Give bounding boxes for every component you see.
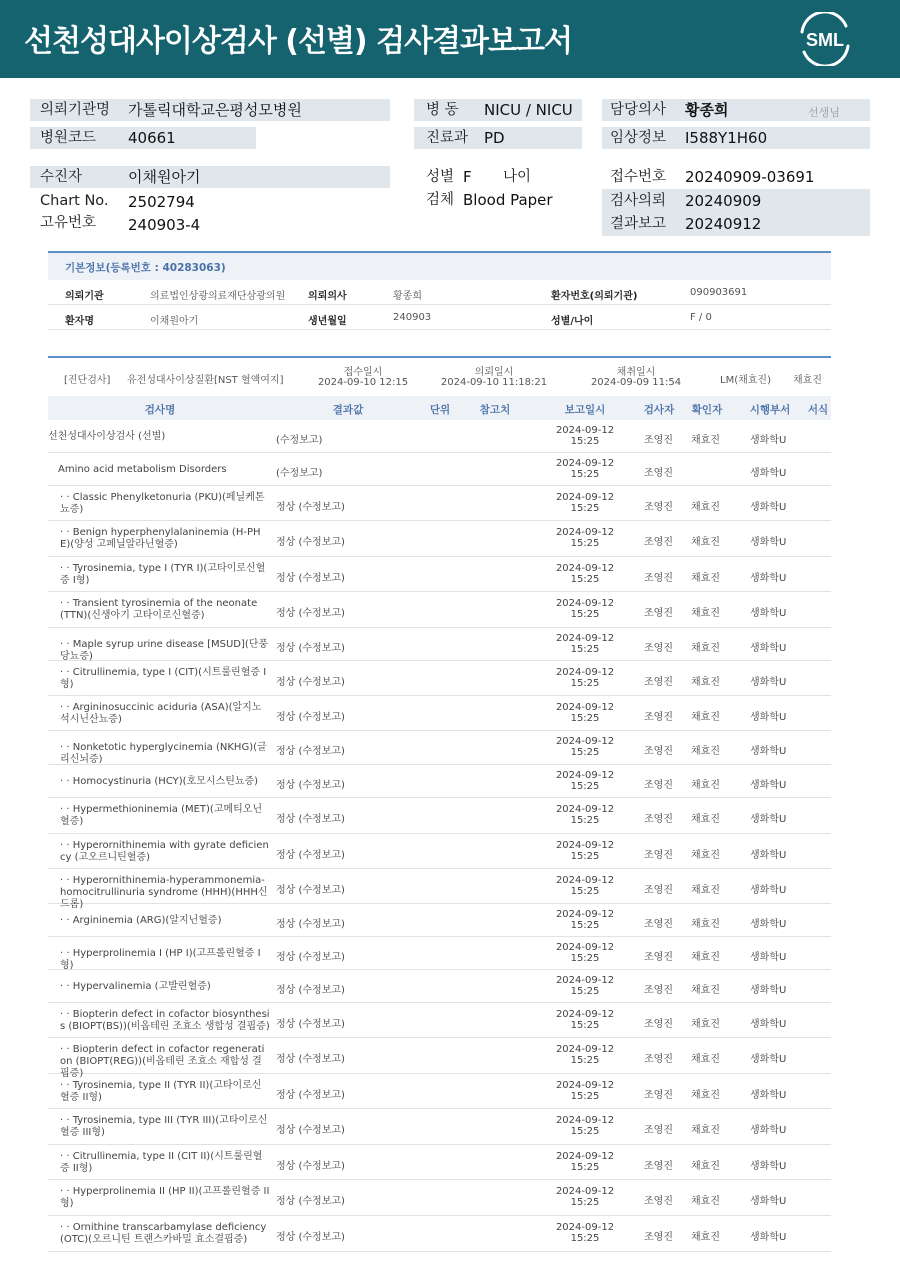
confirmer-name: 채효진 (691, 643, 720, 654)
examiner-name: 조영진 (644, 1125, 673, 1136)
report-time: 15:25 (570, 1126, 600, 1137)
table-row (48, 904, 831, 937)
report-time: 15:25 (570, 1233, 600, 1244)
test-result: 정상 (수정보고) (276, 919, 345, 930)
performing-dept: 생화학U (750, 780, 787, 791)
dept-value: PD (484, 129, 505, 147)
report-date: 2024-09-12 (555, 667, 615, 678)
test-result: 정상 (수정보고) (276, 1232, 345, 1243)
performing-dept: 생화학U (750, 435, 787, 446)
ward-value: NICU / NICU (484, 101, 573, 119)
diagnosis-name: 유전성대사이상질환[NST 혈액여지] (127, 375, 284, 386)
basic-name-value: 이채원아기 (150, 316, 199, 327)
confirmer-name: 채효진 (691, 814, 720, 825)
test-result: 정상 (수정보고) (276, 1161, 345, 1172)
col-name: 검사명 (144, 404, 176, 416)
test-result: 정상 (수정보고) (276, 1090, 345, 1101)
hospital-code-label: 병원코드 (40, 130, 97, 146)
test-name: · · Argininemia (ARG)(알지닌혈증) (60, 915, 222, 926)
examiner-name: 조영진 (644, 919, 673, 930)
examiner-name: 조영진 (644, 952, 673, 963)
basic-info-title: 기본정보(등록번호 : 40283063) (48, 253, 831, 280)
test-name: · · Tyrosinemia, type I (TYR I)(고타이로신혈증 I형) (60, 563, 266, 586)
test-result: 정상 (수정보고) (276, 573, 345, 584)
col-date: 보고일시 (564, 404, 606, 416)
examiner-name: 조영진 (644, 712, 673, 723)
performing-dept: 생화학U (750, 1019, 787, 1030)
lm-value: LM(채효진) (720, 375, 771, 386)
receipt-label: 접수번호 (610, 169, 667, 185)
confirmer-name: 채효진 (691, 780, 720, 791)
examiner-name: 조영진 (644, 1232, 673, 1243)
report-date: 2024-09-12 (555, 702, 615, 713)
report-date: 2024-09-12 (555, 598, 615, 609)
results-table (48, 356, 831, 1252)
specimen-label: 검체 (426, 192, 455, 208)
report-date: 2024-09-12 (555, 633, 615, 644)
confirmer-name: 채효진 (691, 712, 720, 723)
basic-dob-value: 240903 (393, 312, 432, 323)
basic-sex-key: 성별/나이 (551, 316, 594, 327)
report-time: 15:25 (570, 815, 600, 826)
doctor-value: 황종희 (685, 101, 729, 119)
patient-value: 이채원아기 (128, 168, 201, 186)
col-examiner: 검사자 (643, 404, 675, 416)
confirmer-name: 채효진 (691, 573, 720, 584)
col-ref: 참고치 (479, 404, 511, 416)
performing-dept: 생화학U (750, 608, 787, 619)
performing-dept: 생화학U (750, 573, 787, 584)
confirmer-name: 채효진 (691, 1161, 720, 1172)
performing-dept: 생화학U (750, 952, 787, 963)
report-time: 15:25 (570, 953, 600, 964)
report-time: 15:25 (570, 747, 600, 758)
test-result: 정상 (수정보고) (276, 1054, 345, 1065)
examiner-name: 조영진 (644, 885, 673, 896)
dept-label: 진료과 (426, 130, 469, 146)
report-date: 2024-09-12 (555, 804, 615, 815)
examiner-name: 조영진 (644, 537, 673, 548)
examiner-name: 조영진 (644, 502, 673, 513)
performing-dept: 생화학U (750, 1161, 787, 1172)
basic-dob-key: 생년월일 (308, 316, 347, 327)
examiner-name: 조영진 (644, 814, 673, 825)
report-time: 15:25 (570, 609, 600, 620)
examiner-name: 조영진 (644, 608, 673, 619)
report-time: 15:25 (570, 851, 600, 862)
doctor-suffix: 선생님 (808, 106, 840, 119)
institution-label: 의뢰기관명 (40, 102, 111, 118)
examiner-name: 조영진 (644, 468, 673, 479)
table-row (48, 970, 831, 1003)
report-date: 2024-09-12 (555, 975, 615, 986)
report-time: 15:25 (570, 1197, 600, 1208)
basic-info-row (48, 305, 831, 330)
basic-name-key: 환자명 (65, 316, 94, 327)
receipt-value: 20240909-03691 (685, 168, 815, 186)
test-result: 정상 (수정보고) (276, 1125, 345, 1136)
test-name: · · Tyrosinemia, type III (TYR III)(고타이로신혈증 III형) (60, 1115, 268, 1138)
test-result: 정상 (수정보고) (276, 502, 345, 513)
report-date-value: 20240912 (685, 215, 762, 233)
test-name: · · Classic Phenylketonuria (PKU)(페닐케톤뇨증) (60, 492, 265, 515)
confirmer-name: 채효진 (691, 1019, 720, 1030)
request-dt-value: 2024-09-10 11:18:21 (440, 377, 548, 388)
performing-dept: 생화학U (750, 985, 787, 996)
patient-label: 수진자 (40, 169, 83, 185)
report-date: 2024-09-12 (555, 492, 615, 503)
test-result: 정상 (수정보고) (276, 677, 345, 688)
table-row (48, 1109, 831, 1145)
basic-info-row (48, 280, 831, 305)
report-date: 2024-09-12 (555, 840, 615, 851)
basic-info-section (48, 251, 831, 330)
confirmer-name: 채효진 (691, 1125, 720, 1136)
performing-dept: 생화학U (750, 712, 787, 723)
col-unit: 단위 (429, 404, 451, 416)
performing-dept: 생화학U (750, 850, 787, 861)
sml-logo (796, 12, 854, 66)
performing-dept: 생화학U (750, 746, 787, 757)
report-date: 2024-09-12 (555, 770, 615, 781)
examiner-name: 조영진 (644, 677, 673, 688)
test-result: 정상 (수정보고) (276, 780, 345, 791)
report-time: 15:25 (570, 1020, 600, 1031)
report-date: 2024-09-12 (555, 527, 615, 538)
table-row (48, 628, 831, 661)
report-title: 선천성대사이상검사 (선별) 검사결과보고서 (24, 24, 572, 59)
test-result: 정상 (수정보고) (276, 746, 345, 757)
report-date: 2024-09-12 (555, 1115, 615, 1126)
examiner-name: 조영진 (644, 1196, 673, 1207)
report-time: 15:25 (570, 678, 600, 689)
doctor-label: 담당의사 (610, 102, 667, 118)
col-format: 서식 (807, 404, 829, 416)
basic-inst-value: 의료법인상광의료재단삼광의원 (150, 291, 286, 302)
col-result: 결과값 (332, 404, 364, 416)
test-result: 정상 (수정보고) (276, 985, 345, 996)
table-row (48, 696, 831, 731)
table-body (48, 420, 831, 1252)
lm-name: 채효진 (793, 375, 822, 386)
col-dept: 시행부서 (749, 404, 791, 416)
confirmer-name: 채효진 (691, 1232, 720, 1243)
table-row (48, 1038, 831, 1079)
receipt-dt-label: 접수일시 (343, 367, 383, 378)
table-row (48, 486, 831, 521)
unique-value: 240903-4 (128, 216, 201, 234)
report-date: 2024-09-12 (555, 1222, 615, 1233)
performing-dept: 생화학U (750, 1054, 787, 1065)
basic-pno-key: 환자번호(의뢰기관) (551, 291, 638, 302)
chart-value: 2502794 (128, 193, 195, 211)
age-label: 나이 (503, 169, 532, 185)
institution-value: 가톨릭대학교은평성모병원 (128, 101, 302, 119)
report-date: 2024-09-12 (555, 458, 615, 469)
test-result: 정상 (수정보고) (276, 1196, 345, 1207)
test-name: Amino acid metabolism Disorders (58, 464, 227, 475)
report-header (0, 0, 900, 78)
confirmer-name: 채효진 (691, 502, 720, 513)
confirmer-name: 채효진 (691, 1054, 720, 1065)
test-name: · · Maple syrup urine disease [MSUD](단풍당뇨증) (60, 639, 269, 662)
table-row (48, 557, 831, 592)
report-date: 2024-09-12 (555, 736, 615, 747)
confirmer-name: 채효진 (691, 952, 720, 963)
table-row (48, 1145, 831, 1180)
table-row (48, 592, 831, 628)
report-date: 2024-09-12 (555, 875, 615, 886)
request-label: 검사의뢰 (610, 193, 667, 209)
table-row (48, 1180, 831, 1216)
performing-dept: 생화학U (750, 468, 787, 479)
report-time: 15:25 (570, 920, 600, 931)
report-time: 15:25 (570, 644, 600, 655)
confirmer-name: 채효진 (691, 746, 720, 757)
table-row (48, 1216, 831, 1252)
receipt-dt-value: 2024-09-10 12:15 (317, 377, 409, 388)
performing-dept: 생화학U (750, 643, 787, 654)
confirmer-name: 채효진 (691, 1196, 720, 1207)
report-date: 2024-09-12 (555, 1009, 615, 1020)
examiner-name: 조영진 (644, 746, 673, 757)
test-name: · · Citrullinemia, type II (CIT II)(시트룰린혈증 II형) (60, 1151, 263, 1174)
table-row (48, 765, 831, 798)
table-row (48, 1003, 831, 1038)
table-row (48, 420, 831, 453)
report-date: 2024-09-12 (555, 1186, 615, 1197)
report-date-label: 결과보고 (610, 216, 667, 232)
confirmer-name: 채효진 (691, 677, 720, 688)
confirmer-name: 채효진 (691, 435, 720, 446)
report-time: 15:25 (570, 886, 600, 897)
performing-dept: 생화학U (750, 1125, 787, 1136)
performing-dept: 생화학U (750, 537, 787, 548)
examiner-name: 조영진 (644, 1090, 673, 1101)
performing-dept: 생화학U (750, 502, 787, 513)
test-result: 정상 (수정보고) (276, 885, 345, 896)
ward-label: 병 동 (426, 102, 459, 118)
test-name: · · Nonketotic hyperglycinemia (NKHG)(글리신뇌증) (60, 742, 267, 765)
test-name: · · Hyperprolinemia II (HP II)(고프롤린혈증 II형) (60, 1186, 270, 1209)
performing-dept: 생화학U (750, 885, 787, 896)
unique-label: 고유번호 (40, 215, 97, 231)
confirmer-name: 채효진 (691, 850, 720, 861)
confirmer-name: 채효진 (691, 985, 720, 996)
performing-dept: 생화학U (750, 919, 787, 930)
hospital-code-value: 40661 (128, 129, 176, 147)
test-name: · · Homocystinuria (HCY)(호모시스틴뇨증) (60, 776, 259, 787)
examiner-name: 조영진 (644, 1019, 673, 1030)
report-time: 15:25 (570, 1055, 600, 1066)
report-time: 15:25 (570, 436, 600, 447)
col-confirmer: 확인자 (691, 404, 723, 416)
test-result: 정상 (수정보고) (276, 814, 345, 825)
report-date: 2024-09-12 (555, 425, 615, 436)
test-result: (수정보고) (276, 468, 323, 479)
report-date: 2024-09-12 (555, 563, 615, 574)
collect-dt-value: 2024-09-09 11:54 (590, 377, 682, 388)
request-dt-label: 의뢰일시 (474, 367, 514, 378)
test-name: · · Citrullinemia, type I (CIT)(시트룰린혈증 I형) (60, 667, 267, 690)
report-time: 15:25 (570, 986, 600, 997)
test-result: 정상 (수정보고) (276, 952, 345, 963)
test-name: · · Ornithine transcarbamylase deficiency (OTC)(오르니틴 트랜스카바밀 효소결핍증) (60, 1222, 267, 1245)
diagnosis-label: [진단검사] (64, 375, 111, 386)
confirmer-name: 채효진 (691, 885, 720, 896)
examiner-name: 조영진 (644, 573, 673, 584)
test-result: 정상 (수정보고) (276, 537, 345, 548)
test-result: (수정보고) (276, 435, 323, 446)
report-date: 2024-09-12 (555, 909, 615, 920)
test-name: · · Hyperornithinemia-hyperammonemia-homocitrullinuria syndrome (HHH)(HHH신드롬) (60, 875, 268, 910)
confirmer-name: 채효진 (691, 1090, 720, 1101)
diagnosis-row (48, 358, 831, 396)
table-row (48, 937, 831, 970)
report-time: 15:25 (570, 1162, 600, 1173)
patient-row-bg (30, 166, 390, 188)
clinical-label: 임상정보 (610, 130, 667, 146)
test-name: · · Argininosuccinic aciduria (ASA)(알지노석시닌산뇨증) (60, 702, 262, 725)
report-date: 2024-09-12 (555, 1044, 615, 1055)
examiner-name: 조영진 (644, 643, 673, 654)
basic-doc-key: 의뢰의사 (308, 291, 347, 302)
basic-doc-value: 황종희 (393, 291, 422, 302)
test-name: · · Hypermethioninemia (MET)(고메티오닌혈증) (60, 804, 263, 827)
collect-dt-label: 채취일시 (616, 367, 656, 378)
report-time: 15:25 (570, 469, 600, 480)
confirmer-name: 채효진 (691, 608, 720, 619)
test-result: 정상 (수정보고) (276, 1019, 345, 1030)
table-row (48, 731, 831, 765)
table-row (48, 661, 831, 696)
test-name: · · Tyrosinemia, type II (TYR II)(고타이로신혈증 II형) (60, 1080, 262, 1103)
chart-label: Chart No. (40, 193, 109, 209)
table-row (48, 453, 831, 486)
test-name: 선천성대사이상검사 (선별) (48, 431, 166, 442)
table-header (48, 396, 831, 420)
examiner-name: 조영진 (644, 1054, 673, 1065)
specimen-value: Blood Paper (463, 191, 553, 209)
test-name: · · Hyperornithinemia with gyrate deficiency (고오르니틴혈증) (60, 840, 269, 863)
basic-pno-value: 090903691 (690, 287, 748, 298)
test-result: 정상 (수정보고) (276, 850, 345, 861)
report-date: 2024-09-12 (555, 942, 615, 953)
test-result: 정상 (수정보고) (276, 608, 345, 619)
basic-sex-value: F / 0 (690, 312, 712, 323)
performing-dept: 생화학U (750, 1232, 787, 1243)
table-row (48, 521, 831, 557)
report-time: 15:25 (570, 574, 600, 585)
report-time: 15:25 (570, 781, 600, 792)
sex-label: 성별 (426, 169, 455, 185)
sex-value: F (463, 168, 472, 186)
table-row (48, 834, 831, 869)
test-result: 정상 (수정보고) (276, 643, 345, 654)
clinical-value: I588Y1H60 (685, 129, 768, 147)
confirmer-name: 채효진 (691, 919, 720, 930)
table-row (48, 798, 831, 834)
table-row (48, 1074, 831, 1109)
test-name: · · Biopterin defect in cofactor biosynthesis (BIOPT(BS))(비옵테린 조효소 생합성 결핍증) (60, 1009, 270, 1032)
examiner-name: 조영진 (644, 780, 673, 791)
performing-dept: 생화학U (750, 677, 787, 688)
test-name: · · Transient tyrosinemia of the neonate (TTN)(신생아기 고타이로신혈증) (60, 598, 258, 621)
report-time: 15:25 (570, 713, 600, 724)
report-time: 15:25 (570, 503, 600, 514)
test-result: 정상 (수정보고) (276, 712, 345, 723)
confirmer-name: 채효진 (691, 537, 720, 548)
examiner-name: 조영진 (644, 1161, 673, 1172)
examiner-name: 조영진 (644, 435, 673, 446)
performing-dept: 생화학U (750, 814, 787, 825)
performing-dept: 생화학U (750, 1196, 787, 1207)
report-time: 15:25 (570, 538, 600, 549)
examiner-name: 조영진 (644, 985, 673, 996)
test-name: · · Benign hyperphenylalaninemia (H-PHE)(양성 고페닐알라닌혈증) (60, 527, 261, 550)
report-date: 2024-09-12 (555, 1080, 615, 1091)
request-value: 20240909 (685, 192, 762, 210)
basic-inst-key: 의뢰기관 (65, 291, 104, 302)
performing-dept: 생화학U (750, 1090, 787, 1101)
test-name: · · Hyperprolinemia I (HP I)(고프롤린혈증 I형) (60, 948, 261, 971)
test-name: · · Hypervalinemia (고발린혈증) (60, 981, 211, 992)
examiner-name: 조영진 (644, 850, 673, 861)
report-date: 2024-09-12 (555, 1151, 615, 1162)
report-time: 15:25 (570, 1091, 600, 1102)
table-row (48, 869, 831, 910)
test-name: · · Biopterin defect in cofactor regeneration (BIOPT(REG))(비옵테린 조효소 재합성 결핍증) (60, 1044, 265, 1079)
svg-text:SML: SML (806, 30, 844, 50)
